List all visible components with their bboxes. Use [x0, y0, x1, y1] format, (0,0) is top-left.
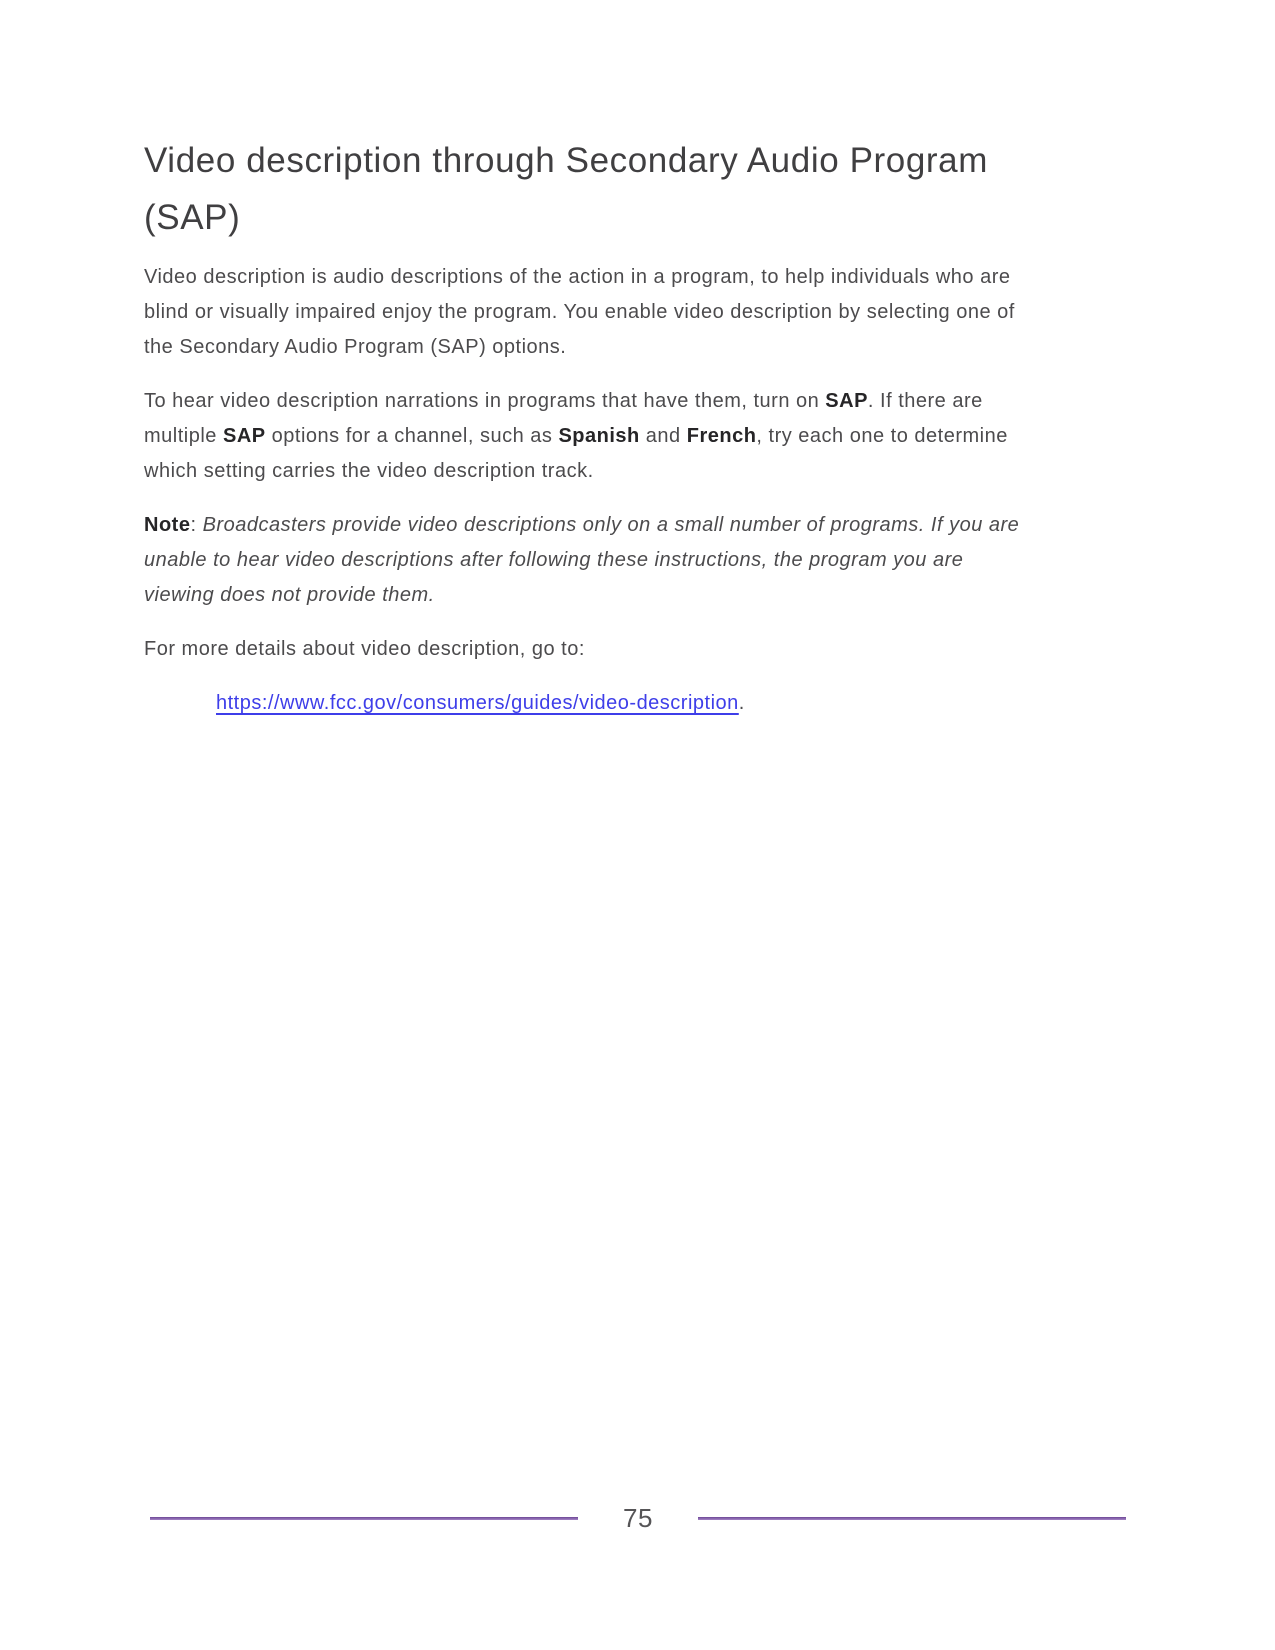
text-run: , try each one to determine which setting carries the video description track. [144, 425, 1008, 482]
fcc-video-description-link[interactable]: https://www.fcc.gov/consumers/guides/video-description [216, 692, 739, 714]
footer-rule-left [150, 1517, 578, 1520]
link-suffix: . [738, 692, 745, 714]
paragraph-note [144, 508, 1024, 613]
note-separator: : [190, 514, 203, 536]
page-title: Video description through Secondary Audio Program (SAP) [144, 141, 988, 237]
paragraph-more-details: For more details about video description, go to: [144, 638, 585, 660]
text-run-bold: SAP [222, 425, 266, 447]
text-run-bold: SAP [825, 390, 868, 412]
footer-rule-right [698, 1517, 1126, 1520]
text-run: and [639, 425, 687, 447]
note-label: Note [144, 514, 191, 536]
text-run: options for a channel, such as [265, 425, 559, 447]
page-number: 75 [623, 1502, 653, 1533]
text-run-bold: Spanish [558, 425, 640, 447]
paragraph-link [144, 686, 1024, 721]
text-run: To hear video description narrations in programs that have them, turn on [144, 390, 826, 412]
page-footer [150, 1500, 1126, 1536]
paragraph-instructions [144, 384, 1024, 489]
text-run: . If there are multiple [144, 390, 983, 447]
note-body: Broadcasters provide video descriptions only on a small number of programs. If you are unable to hear video descriptions after following these instructions, the program you are viewing does not provide them. [144, 514, 1020, 606]
text-run-bold: French [686, 425, 757, 447]
paragraph-intro: Video description is audio descriptions of the action in a program, to help individuals who are blind or visually impaired enjoy the program. You enable video description by selecting one of the Secondary Audio Program (SAP) options. [144, 266, 1015, 358]
